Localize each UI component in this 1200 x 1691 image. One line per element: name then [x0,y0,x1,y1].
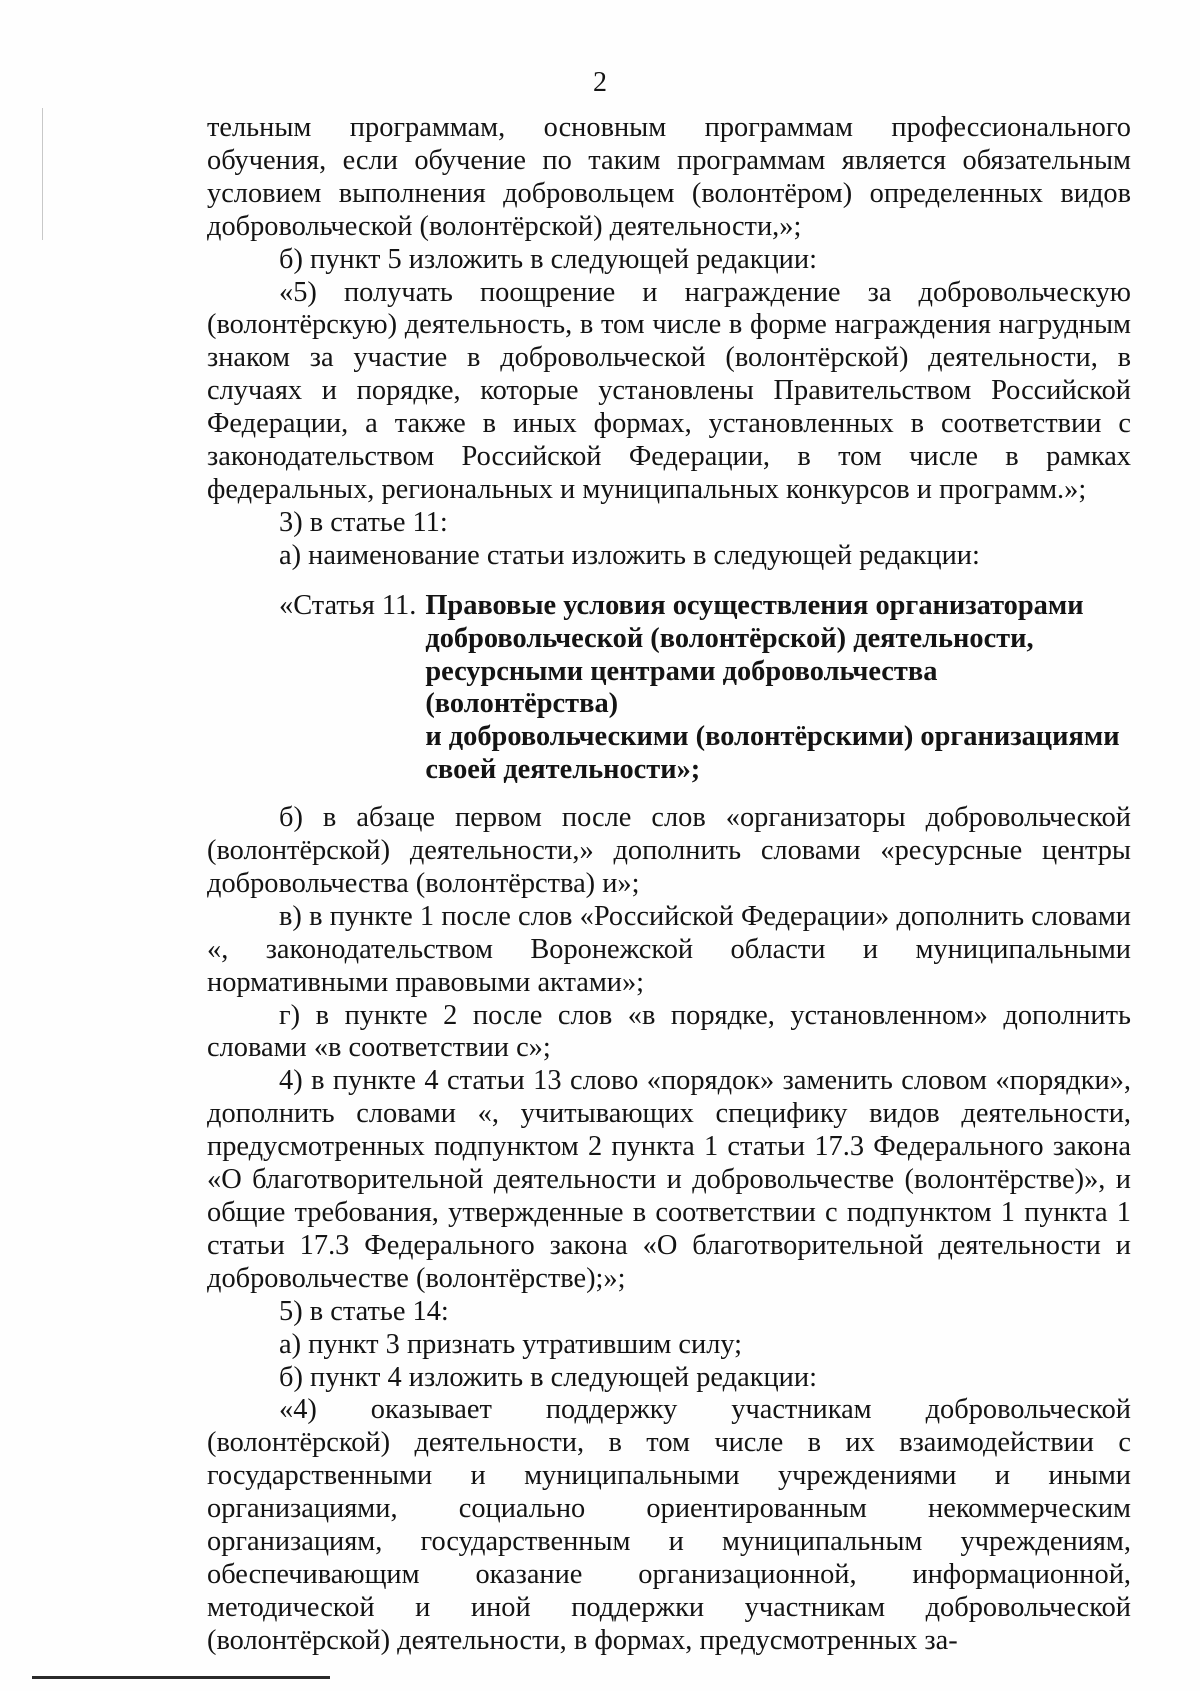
article-heading-line: и добровольческими (волонтёрскими) организациями [425,721,1120,753]
page-number: 2 [593,67,607,98]
paragraph: б) пункт 5 изложить в следующей редакции: [279,243,817,275]
paragraphs-after [207,802,1131,1658]
article-heading-line: ресурсными центрами добровольчества (волонтёрства) [425,655,938,720]
paragraph: «4) оказывает поддержку участникам добровольческой (волонтёрской) деятельности, в том числе в их взаимодействии с государственными и муниципальными учреждениями и иными организациями, социально ориентированным некоммерческим организациям, государственным и муниципальным учреждениям, обеспечивающим оказание организационной, информационной, методической и иной поддержки участникам добровольческой (волонтёрской) деятельности, в формах, предусмотренных за- [207,1394,1131,1656]
paragraphs-before [207,112,1131,573]
paragraph: а) наименование статьи изложить в следующей редакции: [279,539,980,571]
paragraph: 5) в статье 14: [279,1295,449,1327]
paragraph: 4) в пункте 4 статьи 13 слово «порядок» заменить словом «порядки», дополнить словами «, учитывающих специфику видов деятельности, предусмотренных подпунктом 2 пункта 1 статьи 17.3 Федерального закона «О благотворительной деятельности и добровольчестве (волонтёрстве)», и общие требования, утвержденные в соответствии с подпунктом 1 пункта 1 статьи 17.3 Федерального закона «О благотворительной деятельности и добровольчестве (волонтёрстве);»; [207,1065,1131,1294]
document-body [207,112,1131,1658]
article-heading-prefix: «Статья 11. [279,589,417,621]
article-heading [207,590,1131,787]
paragraph: тельным программам, основным программам профессионального обучения, если обучение по таким программам является обязательным условием выполнения добровольцем (волонтёром) определенных видов добровольческой (волонтёрской) деятельности,»; [207,112,1131,242]
paragraph: 3) в статье 11: [279,506,448,538]
paragraph: а) пункт 3 признать утратившим силу; [279,1328,743,1360]
article-heading-line: добровольческой (волонтёрской) деятельности, [425,622,1034,654]
article-heading-line: своей деятельности»; [425,754,701,786]
paragraph: г) в пункте 2 после слов «в порядке, установленном» дополнить словами «в соответствии с»; [207,999,1131,1064]
paragraph: «5) получать поощрение и награждение за добровольческую (волонтёрскую) деятельность, в том числе в форме награждения нагрудным знаком за участие в добровольческой (волонтёрской) деятельности, в случаях и порядке, которые установлены Правительством Российской Федерации, а также в иных формах, установленных в соответствии с законодательством Российской Федерации, в том числе в рамках федеральных, региональных и муниципальных конкурсов и программ.»; [207,276,1131,505]
scan-bottom-rule [32,1676,330,1679]
paragraph: б) пункт 4 изложить в следующей редакции: [279,1361,817,1393]
scan-margin-mark [42,108,43,240]
article-heading-line: Правовые условия осуществления организаторами [425,589,1084,621]
article-heading-title [425,590,1131,787]
paragraph: б) в абзаце первом после слов «организаторы добровольческой (волонтёрской) деятельности,» дополнить словами «ресурсные центры добровольчества (волонтёрства) и»; [207,802,1131,899]
paragraph: в) в пункте 1 после слов «Российской Федерации» дополнить словами «, законодательством Воронежской области и муниципальными нормативными правовыми актами»; [207,900,1131,998]
